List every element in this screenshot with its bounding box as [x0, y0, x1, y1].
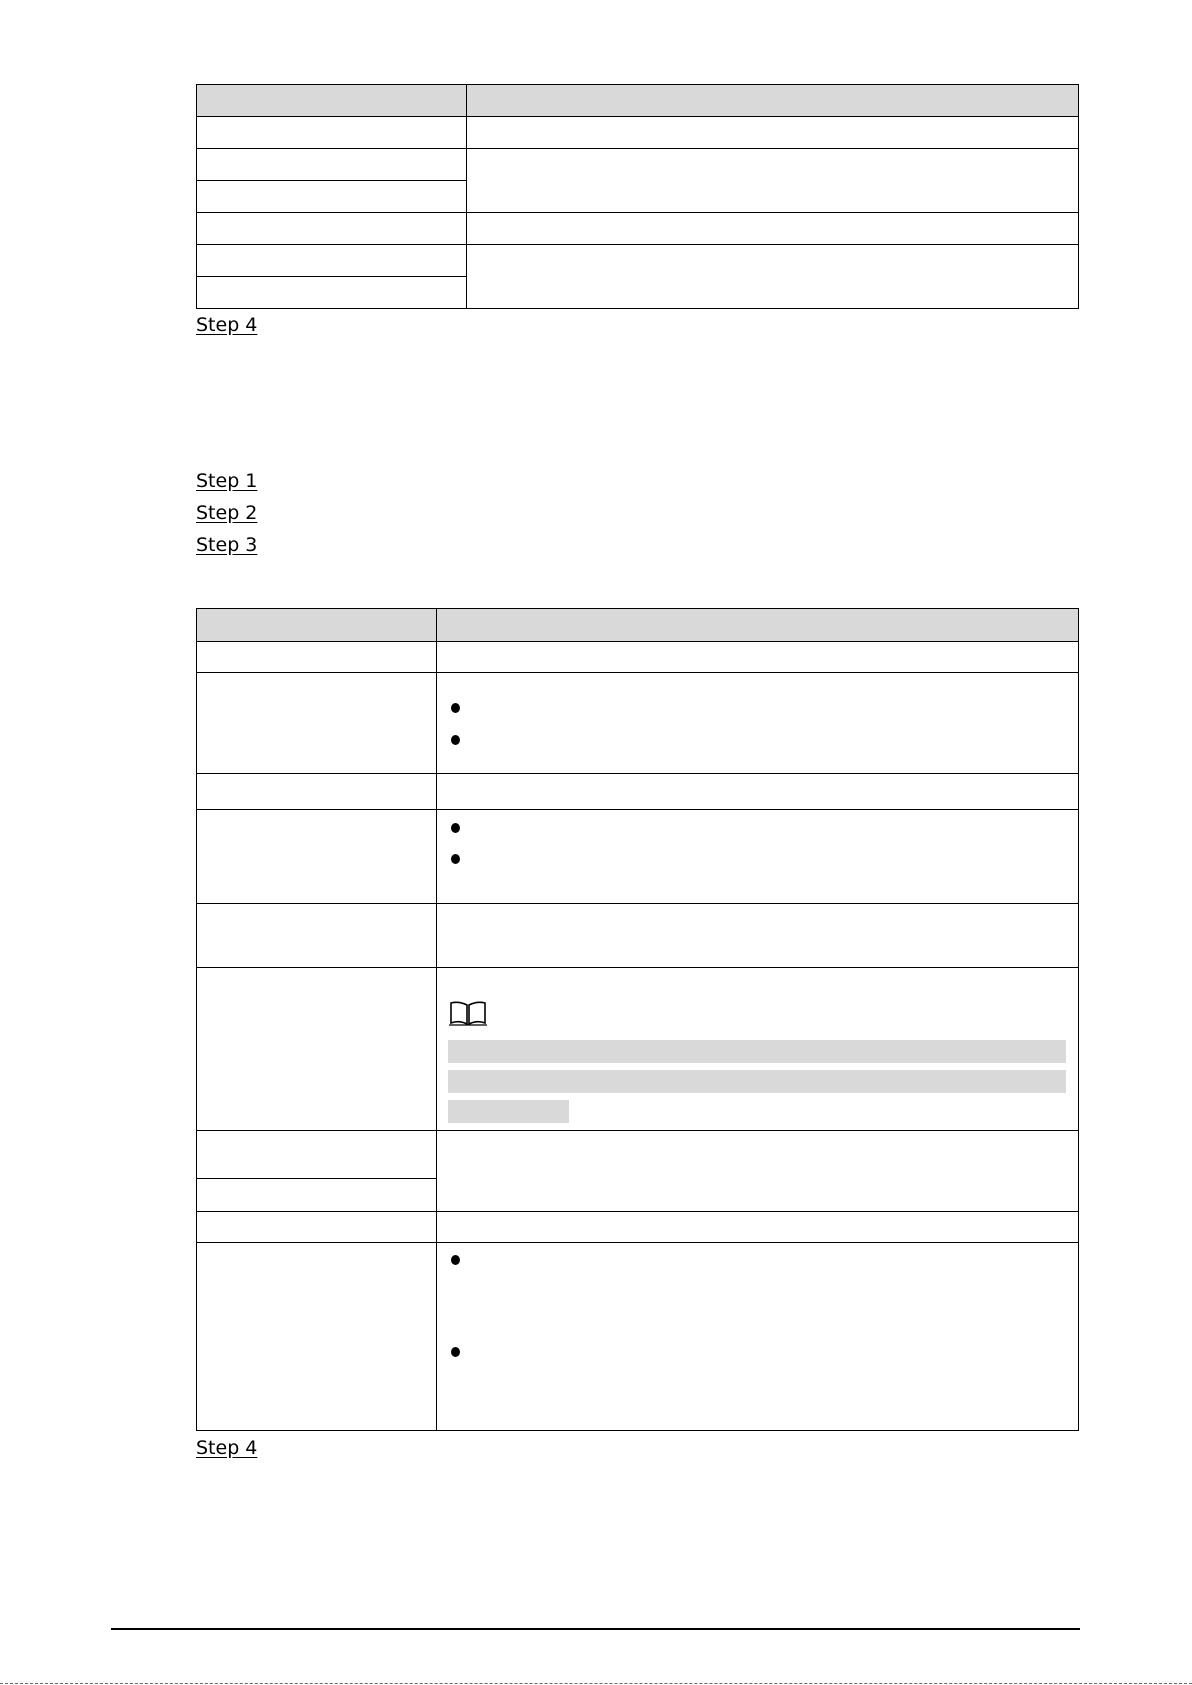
param-cell [197, 642, 437, 673]
desc-cell [437, 774, 1079, 810]
table-header-row [197, 85, 1079, 117]
desc-cell [437, 904, 1079, 968]
param-cell [197, 904, 437, 968]
table-row [197, 774, 1079, 810]
param-cell [197, 213, 467, 245]
param-cell [197, 181, 467, 213]
table-row [197, 117, 1079, 149]
param-cell [197, 117, 467, 149]
desc-cell [437, 1212, 1079, 1243]
table-row [197, 149, 1079, 181]
step-3-label: Step 3 [196, 534, 258, 556]
note-highlight-line [448, 1070, 1066, 1093]
table-row [197, 673, 1079, 774]
desc-cell-merged [467, 245, 1079, 309]
desc-cell-merged [467, 149, 1079, 213]
table-row [197, 213, 1079, 245]
table-row [197, 810, 1079, 904]
note-highlight-line [448, 1100, 569, 1123]
desc-cell [467, 213, 1079, 245]
header-cell-description [467, 85, 1079, 117]
bullet-dot-icon [451, 823, 460, 833]
param-cell [197, 673, 437, 774]
table-row [197, 1212, 1079, 1243]
desc-cell-merged [437, 1131, 1079, 1212]
step-2-label: Step 2 [196, 502, 258, 524]
table-row [197, 1243, 1079, 1431]
header-cell-parameter [197, 609, 437, 642]
param-cell [197, 277, 467, 309]
table-header-row [197, 609, 1079, 642]
desc-cell [437, 1243, 1079, 1431]
desc-cell [437, 673, 1079, 774]
param-cell [197, 810, 437, 904]
book-icon [449, 1000, 487, 1026]
table-row [197, 642, 1079, 673]
parameter-table-2 [196, 608, 1079, 1431]
step-4-label: Step 4 [196, 314, 258, 336]
header-cell-parameter [197, 85, 467, 117]
footer-rule [111, 1628, 1080, 1630]
desc-cell [467, 117, 1079, 149]
param-cell [197, 774, 437, 810]
param-cell [197, 1212, 437, 1243]
param-cell [197, 1131, 437, 1179]
param-cell [197, 245, 467, 277]
parameter-table-1 [196, 84, 1079, 309]
bullet-dot-icon [451, 735, 460, 745]
desc-cell-with-note [437, 968, 1079, 1131]
bullet-dot-icon [451, 703, 460, 713]
step-1-label: Step 1 [196, 470, 258, 492]
header-cell-description [437, 609, 1079, 642]
param-cell [197, 1243, 437, 1431]
bullet-dot-icon [451, 1255, 460, 1265]
table-row [197, 245, 1079, 277]
param-cell [197, 149, 467, 181]
param-cell [197, 1179, 437, 1212]
table-row [197, 968, 1079, 1131]
page-bottom-border [0, 1683, 1192, 1684]
bullet-dot-icon [451, 1347, 460, 1357]
bullet-dot-icon [451, 854, 460, 864]
param-cell [197, 968, 437, 1131]
desc-cell [437, 642, 1079, 673]
note-highlight-line [448, 1040, 1066, 1063]
table-row [197, 904, 1079, 968]
step-4-label: Step 4 [196, 1437, 258, 1459]
table-row [197, 1131, 1079, 1179]
desc-cell [437, 810, 1079, 904]
